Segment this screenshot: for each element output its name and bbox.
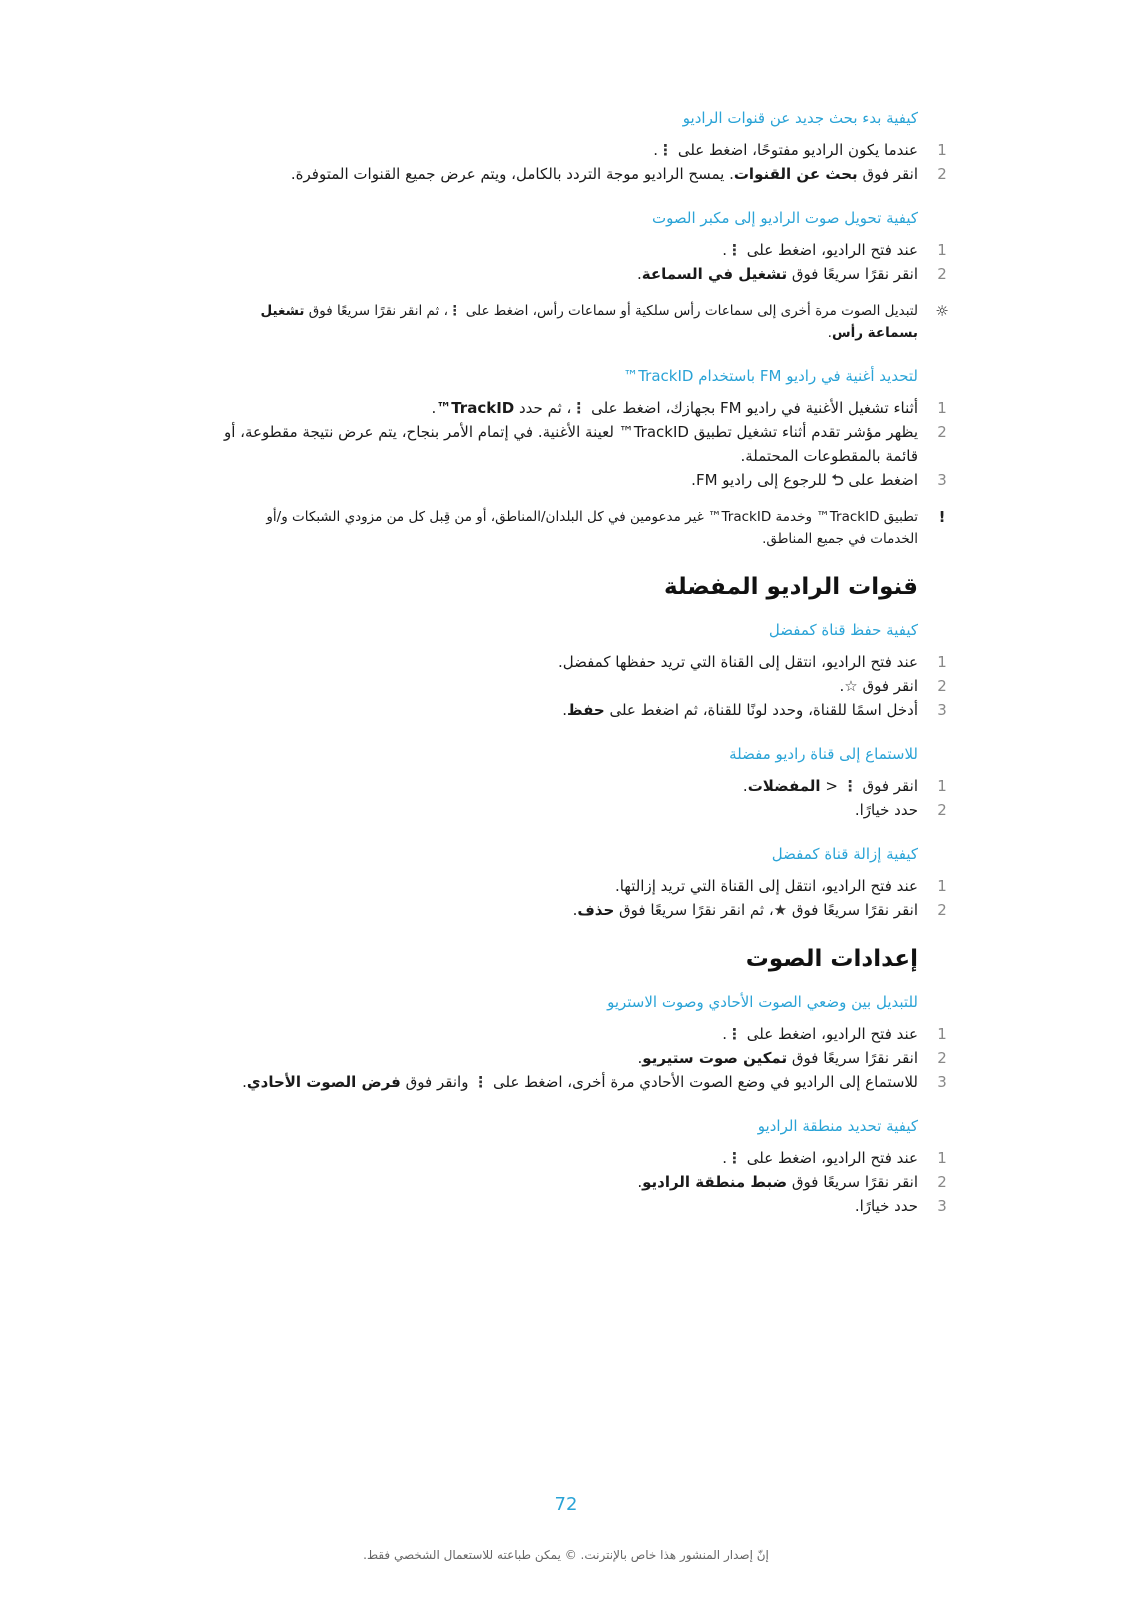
step-number: 3 (937, 1073, 947, 1091)
ui-term: فرض الصوت الأحادي (246, 1073, 401, 1091)
step-number: 3 (937, 701, 947, 719)
text-run: عند فتح الراديو، انتقل إلى القناة التي تريد إزالتها. (614, 877, 918, 895)
text-run: ، ثم انقر نقرًا سريعًا فوق (614, 901, 774, 919)
subheading: كيفية تحويل صوت الراديو إلى مكبر الصوت (652, 209, 918, 227)
page-content (218, 106, 949, 1238)
inline-icon: ⋮ (571, 399, 587, 417)
step-item (218, 262, 947, 286)
text-run: انقر فوق (857, 777, 918, 795)
step-number: 2 (937, 801, 947, 819)
text-run: . (722, 1025, 727, 1043)
step-item (218, 1170, 947, 1194)
text-run: < (820, 777, 843, 795)
ui-term: TrackID™ (436, 399, 515, 417)
inline-icon: ☆ (844, 677, 858, 695)
step-number: 1 (937, 1025, 947, 1043)
step-item (218, 238, 947, 262)
text-run: . (636, 265, 642, 283)
step-list (218, 774, 947, 822)
step-item (218, 1046, 947, 1070)
text-run: ، ثم انقر نقرًا سريعًا فوق (304, 303, 448, 319)
step-list (218, 1146, 947, 1218)
text-run: عند فتح الراديو، اضغط على (742, 241, 918, 259)
step-number: 1 (937, 141, 947, 159)
step-number: 1 (937, 877, 947, 895)
section-heading: قنوات الراديو المفضلة (664, 574, 918, 600)
inline-icon: ⮌ (831, 471, 844, 489)
step-number: 1 (937, 399, 947, 417)
text-run: عند فتح الراديو، اضغط على (742, 1025, 918, 1043)
step-number: 2 (937, 1049, 947, 1067)
step-item (218, 874, 947, 898)
text-run: . (431, 399, 437, 417)
text-run: حدد خيارًا. (854, 1197, 918, 1215)
step-number: 2 (937, 265, 947, 283)
inline-icon: ⋮ (727, 1025, 742, 1043)
inline-icon: ⋮ (727, 241, 742, 259)
step-item (218, 774, 947, 798)
text-run: يظهر مؤشر تقدم أثناء تشغيل تطبيق TrackID™ لعينة الأغنية. في إتمام الأمر بنجاح، يتم عرض نتيجة مقطوعة، أو قائمة بالمقطوعات المحتملة. (223, 423, 918, 465)
text-run: انقر نقرًا سريعًا فوق (787, 1049, 918, 1067)
step-list (218, 138, 947, 186)
ui-term: ضبط منطقة الراديو (642, 1173, 788, 1191)
step-number: 1 (937, 241, 947, 259)
step-number: 2 (937, 423, 947, 441)
subheading: كيفية إزالة قناة كمفضل (771, 845, 918, 863)
subheading: للاستماع إلى قناة راديو مفضلة (729, 745, 918, 763)
step-item (218, 420, 947, 468)
text-run: انقر نقرًا سريعًا فوق (787, 265, 918, 283)
ui-term: تشغيل بسماعة رأس (260, 303, 918, 341)
text-run: أدخل اسمًا للقناة، وحدد لونًا للقناة، ثم اضغط على (604, 701, 918, 719)
text-run: . (722, 241, 727, 259)
ui-term: تمكين صوت ستيريو (642, 1049, 788, 1067)
ui-term: حفظ (567, 701, 605, 719)
step-number: 3 (937, 471, 947, 489)
text-run: . (637, 1173, 643, 1191)
subheading: كيفية بدء بحث جديد عن قنوات الراديو (682, 109, 918, 127)
step-number: 2 (937, 677, 947, 695)
step-item (218, 1022, 947, 1046)
warning-note (218, 506, 946, 550)
text-run: انقر نقرًا سريعًا فوق (787, 901, 918, 919)
subheading: كيفية تحديد منطقة الراديو (757, 1117, 918, 1135)
step-list (218, 1022, 947, 1094)
inline-icon: ⋮ (473, 1073, 489, 1091)
step-item (218, 162, 947, 186)
step-item (218, 1146, 947, 1170)
inline-icon: ⋮ (727, 1149, 742, 1167)
text-run: وانقر فوق (400, 1073, 474, 1091)
text-run: . (839, 677, 845, 695)
step-item (218, 468, 947, 492)
page-number: 72 (554, 1494, 578, 1515)
step-item (218, 674, 947, 698)
step-number: 1 (937, 653, 947, 671)
step-item (218, 396, 947, 420)
text-run: انقر نقرًا سريعًا فوق (787, 1173, 918, 1191)
step-item (218, 698, 947, 722)
text-run: انقر فوق (857, 677, 918, 695)
step-item (218, 1070, 947, 1094)
ui-term: بحث عن القنوات (733, 165, 858, 183)
subheading: للتبديل بين وضعي الصوت الأحادي وصوت الاستريو (607, 993, 918, 1011)
text-run: . (572, 901, 578, 919)
text-run: عند فتح الراديو، انتقل إلى القناة التي تريد حفظها كمفضل. (557, 653, 918, 671)
text-run: عند فتح الراديو، اضغط على (742, 1149, 918, 1167)
step-item (218, 1194, 947, 1218)
text-run: . (242, 1073, 247, 1091)
text-run: للرجوع إلى راديو FM. (691, 471, 832, 489)
text-run: . يمسح الراديو موجة التردد بالكامل، ويتم عرض جميع القنوات المتوفرة. (290, 165, 734, 183)
inline-icon: ⋮ (658, 141, 674, 159)
step-list (218, 238, 947, 286)
text-run: حدد خيارًا. (854, 801, 918, 819)
step-number: 2 (937, 901, 947, 919)
text-run: . (562, 701, 568, 719)
ui-term: حذف (577, 901, 615, 919)
text-run: . (637, 1049, 643, 1067)
text-run: . (653, 141, 659, 159)
tip-note (218, 300, 949, 344)
step-list (218, 874, 947, 922)
lightbulb-icon: ☼ (935, 302, 949, 320)
step-number: 2 (937, 1173, 947, 1191)
step-list (218, 650, 947, 722)
text-run: للاستماع إلى الراديو في وضع الصوت الأحادي مرة أخرى، اضغط على (488, 1073, 918, 1091)
text-run: . (827, 325, 832, 341)
subheading: لتحديد أغنية في راديو FM باستخدام TrackID™ (623, 367, 918, 385)
step-number: 3 (937, 1197, 947, 1215)
step-item (218, 898, 947, 922)
step-item (218, 650, 947, 674)
ui-term: تشغيل في السماعة (641, 265, 788, 283)
step-list (218, 396, 947, 492)
inline-icon: ⋮ (842, 777, 858, 795)
step-item (218, 798, 947, 822)
text-run: لتبديل الصوت مرة أخرى إلى سماعات رأس سلكية أو سماعات رأس، اضغط على (461, 303, 918, 319)
exclamation-icon: ! (938, 508, 946, 526)
subheading: كيفية حفظ قناة كمفضل (768, 621, 918, 639)
text-run: تطبيق TrackID™ وخدمة TrackID™ غير مدعومين في كل البلدان/المناطق، أو من قِبل كل من مزودي الشبكات و/أو الخدمات في جميع المناطق. (266, 509, 918, 547)
section-heading: إعدادات الصوت (745, 946, 918, 972)
text-run: عندما يكون الراديو مفتوحًا، اضغط على (673, 141, 918, 159)
text-run: . (722, 1149, 727, 1167)
inline-icon: ★ (773, 901, 788, 919)
text-run: . (742, 777, 748, 795)
text-run: انقر فوق (857, 165, 918, 183)
step-number: 1 (937, 777, 947, 795)
text-run: أثناء تشغيل الأغنية في راديو FM بجهازك، اضغط على (586, 399, 918, 417)
step-number: 1 (937, 1149, 947, 1167)
text-run: اضغط على (843, 471, 918, 489)
ui-term: المفضلات (747, 777, 821, 795)
text-run: ، ثم حدد (514, 399, 572, 417)
footer-text: إنّ إصدار المنشور هذا خاص بالإنترنت. © يمكن طباعته للاستعمال الشخصي فقط. (363, 1548, 769, 1562)
inline-icon: ⋮ (447, 303, 462, 319)
step-number: 2 (937, 165, 947, 183)
step-item (218, 138, 947, 162)
